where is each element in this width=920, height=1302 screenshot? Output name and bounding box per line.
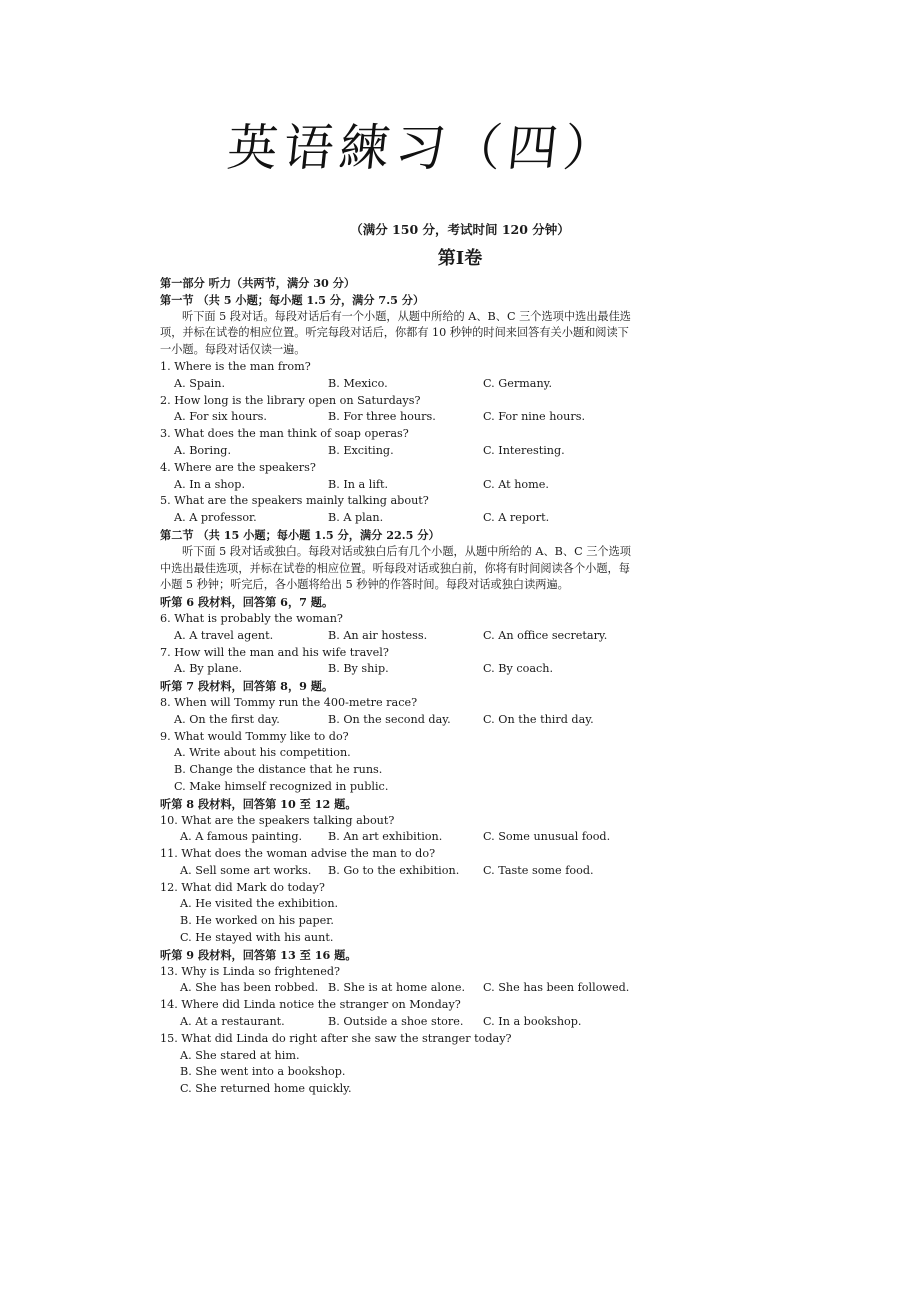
q4-option-b: B. In a lift. bbox=[328, 477, 389, 491]
section1-instruction-2: 项，并标在试卷的相应位置。听完每段对话后，你都有 10 秒钟的时间来回答有关小题和阅读下 bbox=[160, 326, 629, 340]
section2-instruction-1: 听下面 5 段对话或独白。每段对话或独白后有几个小题，从题中所给的 A、B、C 三个选项 bbox=[182, 544, 631, 558]
score-note: （满分 150 分，考试时间 120 分钟） bbox=[350, 222, 570, 237]
q6-stem: 6. What is probably the woman? bbox=[160, 611, 343, 625]
handwritten-title: 英语練习（四） bbox=[224, 119, 623, 177]
q13-option-c: C. She has been followed. bbox=[483, 981, 630, 995]
q14-options bbox=[160, 1014, 660, 1031]
q10-options bbox=[160, 829, 660, 846]
q9-option-a: A. Write about his competition. bbox=[174, 746, 351, 760]
q14-option-a: A. At a restaurant. bbox=[180, 1015, 285, 1029]
section1-instruction-3: 一小题。每段对话仅读一遍。 bbox=[160, 343, 306, 357]
q11-stem: 11. What does the woman advise the man to do? bbox=[160, 847, 436, 861]
material-8-heading: 听第 8 段材料，回答第 10 至 12 题。 bbox=[160, 796, 357, 811]
q5-option-a: A. A professor. bbox=[174, 511, 257, 525]
q12-option-b: B. He worked on his paper. bbox=[180, 914, 334, 928]
q7-options bbox=[160, 661, 660, 678]
section1-instruction-1: 听下面 5 段对话。每段对话后有一个小题，从题中所给的 A、B、C 三个选项中选出最佳选 bbox=[182, 309, 631, 323]
q15-option-b: B. She went into a bookshop. bbox=[180, 1065, 346, 1079]
q2-stem: 2. How long is the library open on Saturdays? bbox=[160, 393, 421, 407]
material-9-heading: 听第 9 段材料，回答第 13 至 16 题。 bbox=[160, 947, 357, 962]
q11-option-b: B. Go to the exhibition. bbox=[328, 863, 460, 877]
q7-stem: 7. How will the man and his wife travel? bbox=[160, 645, 389, 659]
q5-stem: 5. What are the speakers mainly talking about? bbox=[160, 494, 429, 508]
q4-options bbox=[160, 477, 660, 494]
q4-stem: 4. Where are the speakers? bbox=[160, 460, 316, 474]
q7-option-a: A. By plane. bbox=[174, 662, 243, 676]
q5-option-c: C. A report. bbox=[483, 511, 550, 525]
q8-option-c: C. On the third day. bbox=[483, 712, 594, 726]
q15-option-a: A. She stared at him. bbox=[180, 1048, 300, 1062]
q9-option-c: C. Make himself recognized in public. bbox=[174, 779, 389, 793]
q13-option-b: B. She is at home alone. bbox=[328, 981, 466, 995]
q1-option-b: B. Mexico. bbox=[328, 376, 388, 390]
material-6-heading: 听第 6 段材料，回答第 6，7 题。 bbox=[160, 595, 334, 610]
q10-option-a: A. A famous painting. bbox=[180, 830, 303, 844]
q2-option-c: C. For nine hours. bbox=[483, 410, 586, 424]
q7-option-c: C. By coach. bbox=[483, 662, 554, 676]
q6-option-c: C. An office secretary. bbox=[483, 628, 608, 642]
q3-option-b: B. Exciting. bbox=[328, 443, 394, 457]
q12-option-a: A. He visited the exhibition. bbox=[180, 897, 339, 911]
q4-option-a: A. In a shop. bbox=[174, 477, 245, 491]
q6-option-b: B. An air hostess. bbox=[328, 628, 428, 642]
q2-options bbox=[160, 409, 660, 426]
q14-option-b: B. Outside a shoe store. bbox=[328, 1015, 464, 1029]
material-7-heading: 听第 7 段材料，回答第 8，9 题。 bbox=[160, 679, 334, 694]
q8-stem: 8. When will Tommy run the 400-metre race? bbox=[160, 695, 418, 709]
volume-title: 第Ⅰ卷 bbox=[437, 248, 483, 269]
q6-options bbox=[160, 628, 660, 645]
q15-option-c: C. She returned home quickly. bbox=[180, 1082, 352, 1096]
q11-option-c: C. Taste some food. bbox=[483, 863, 594, 877]
q9-option-b: B. Change the distance that he runs. bbox=[174, 763, 383, 777]
q14-option-c: C. In a bookshop. bbox=[483, 1015, 582, 1029]
q8-options bbox=[160, 712, 660, 729]
exam-content bbox=[160, 275, 660, 1098]
q8-option-b: B. On the second day. bbox=[328, 712, 451, 726]
q3-stem: 3. What does the man think of soap operas? bbox=[160, 427, 409, 441]
q2-option-a: A. For six hours. bbox=[174, 410, 267, 424]
q3-option-a: A. Boring. bbox=[174, 443, 231, 457]
q2-option-b: B. For three hours. bbox=[328, 410, 436, 424]
q3-options bbox=[160, 443, 660, 460]
q12-stem: 12. What did Mark do today? bbox=[160, 880, 325, 894]
section2-instruction-2: 中选出最佳选项，并标在试卷的相应位置。听每段对话或独白前，你将有时间阅读各个小题，每 bbox=[160, 561, 630, 575]
q5-option-b: B. A plan. bbox=[328, 511, 384, 525]
part1-title: 第一部分 听力（共两节，满分 30 分） bbox=[160, 276, 356, 290]
q12-option-c: C. He stayed with his aunt. bbox=[180, 931, 334, 945]
section2-instruction-3: 小题 5 秒钟；听完后，各小题将给出 5 秒钟的作答时间。每段对话或独白读两遍。 bbox=[160, 578, 569, 592]
q11-option-a: A. Sell some art works. bbox=[180, 863, 312, 877]
q1-options bbox=[160, 376, 660, 393]
q10-stem: 10. What are the speakers talking about? bbox=[160, 813, 395, 827]
q8-option-a: A. On the first day. bbox=[174, 712, 280, 726]
q4-option-c: C. At home. bbox=[483, 477, 549, 491]
q13-options bbox=[160, 980, 660, 997]
q9-stem: 9. What would Tommy like to do? bbox=[160, 729, 349, 743]
q11-options bbox=[160, 863, 660, 880]
q6-option-a: A. A travel agent. bbox=[174, 628, 274, 642]
q5-options bbox=[160, 510, 660, 527]
section1-title: 第一节 （共 5 小题；每小题 1.5 分，满分 7.5 分） bbox=[160, 292, 425, 307]
q14-stem: 14. Where did Linda notice the stranger on Monday? bbox=[160, 998, 461, 1012]
q10-option-b: B. An art exhibition. bbox=[328, 830, 443, 844]
q13-stem: 13. Why is Linda so frightened? bbox=[160, 964, 340, 978]
q15-stem: 15. What did Linda do right after she saw the stranger today? bbox=[160, 1031, 512, 1045]
q7-option-b: B. By ship. bbox=[328, 662, 389, 676]
q1-option-c: C. Germany. bbox=[483, 376, 553, 390]
q13-option-a: A. She has been robbed. bbox=[180, 981, 319, 995]
q10-option-c: C. Some unusual food. bbox=[483, 830, 611, 844]
section2-title: 第二节 （共 15 小题；每小题 1.5 分，满分 22.5 分） bbox=[160, 527, 440, 542]
q1-option-a: A. Spain. bbox=[174, 376, 226, 390]
q3-option-c: C. Interesting. bbox=[483, 443, 565, 457]
q1-stem: 1. Where is the man from? bbox=[160, 359, 311, 373]
